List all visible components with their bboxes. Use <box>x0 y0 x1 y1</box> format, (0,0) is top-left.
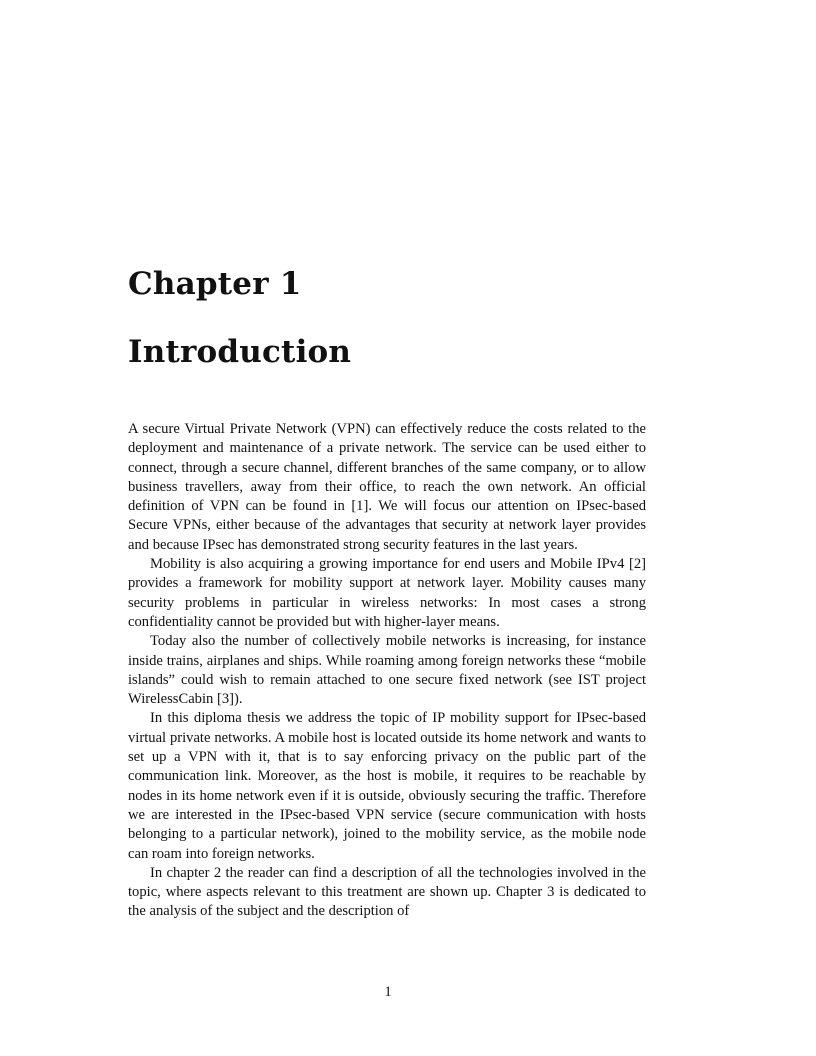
chapter-label: Chapter 1 <box>128 266 302 302</box>
paragraph-1: A secure Virtual Private Network (VPN) can effectively reduce the costs related to the deployment and maintenance of a private network. The service can be used either to connect, through a secure channel, different branches of the same company, or to allow business travellers, away from their office, to reach the own network. An official definition of VPN can be found in [1]. We will focus our attention on IPsec-based Secure VPNs, either because of the advantages that security at network layer provides and because IPsec has demonstrated strong security features in the last years. <box>128 421 646 553</box>
page-number: 1 <box>384 984 392 1000</box>
paragraph-4: In this diploma thesis we address the topic of IP mobility support for IPsec-based virtual private networks. A mobile host is located outside its home network and wants to set up a VPN with it, that is to say enforcing privacy on the public part of the communication link. Moreover, as the host is mobile, it requires to be reachable by nodes in its home network even if it is outside, obviously securing the traffic. Therefore we are interested in the IPsec-based VPN service (secure communication with hosts belonging to a particular network), joined to the mobility service, as the mobile node can roam into foreign networks. <box>128 710 646 862</box>
paragraph-3: Today also the number of collectively mobile networks is increasing, for instance inside trains, airplanes and ships. While roaming among foreign networks these “mobile islands” could wish to remain attached to one secure fixed network (see IST project WirelessCabin [3]). <box>128 633 646 708</box>
paragraph-5: In chapter 2 the reader can find a description of all the technologies involved in the topic, where aspects relevant to this treatment are shown up. Chapter 3 is dedicated to the analysis of the subject and the description of <box>128 864 646 920</box>
body-text <box>128 420 646 922</box>
paragraph-2: Mobility is also acquiring a growing importance for end users and Mobile IPv4 [2] provides a framework for mobility support at network layer. Mobility causes many security problems in particular in wireless networks: In most cases a strong confidentiality cannot be provided but with higher-layer means. <box>128 556 646 630</box>
chapter-title: Introduction <box>128 334 352 370</box>
